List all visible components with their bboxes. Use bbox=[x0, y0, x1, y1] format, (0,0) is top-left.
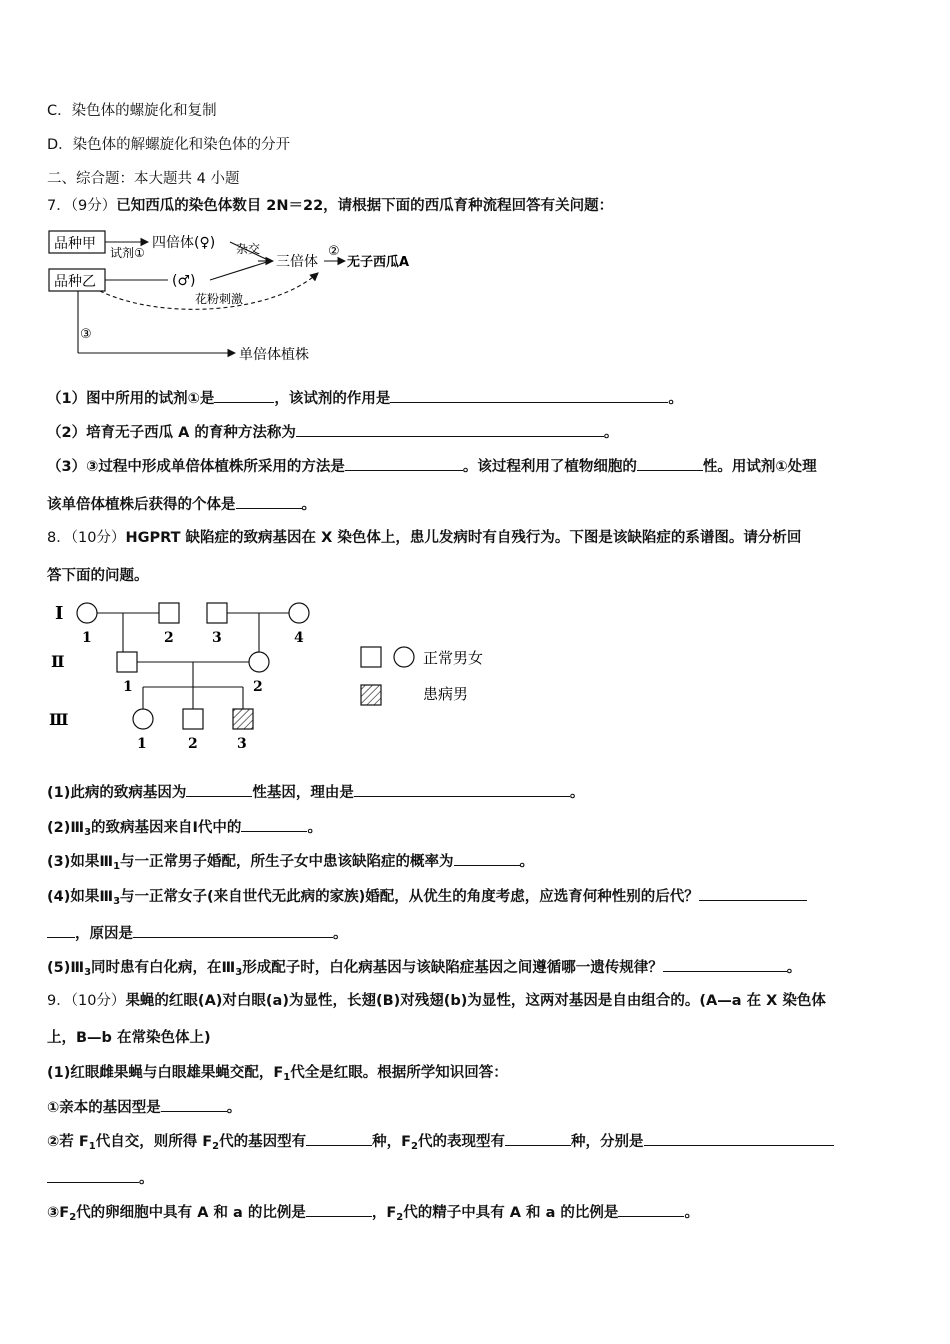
cross-line-bottom bbox=[210, 261, 270, 280]
q9-stem: 9．（10分）果蝇的红眼(A)对白眼(a)为显性，长翅(B)对残翅(b)为显性，这两对基因是自由组合的。(A—a 在 X 染色体 bbox=[47, 993, 826, 1009]
triploid-label: 三倍体 bbox=[276, 254, 318, 270]
pedigree-chart bbox=[45, 595, 525, 760]
q8-sub3: (3)如果$Ⅲ_1$与一正常男子婚配，所生子女中患该缺陷症的概率为 。 bbox=[47, 851, 534, 877]
option-c: C．染色体的螺旋化和复制 bbox=[47, 103, 217, 119]
I4-num: 4 bbox=[294, 630, 304, 646]
II2-num: 2 bbox=[253, 679, 263, 695]
blank[interactable] bbox=[47, 1168, 139, 1183]
step2-label: ② bbox=[328, 244, 340, 259]
II1-num: 1 bbox=[123, 679, 133, 695]
q8-sub2: $(2)Ⅲ_3$的致病基因来自Ⅰ代中的 。 bbox=[47, 817, 322, 843]
I3-num: 3 bbox=[212, 630, 222, 646]
step3-label: ③ bbox=[80, 327, 92, 342]
q7-sub1: （1）图中所用的试剂①是 ，该试剂的作用是 。 bbox=[47, 388, 683, 409]
q8-stem-cont: 答下面的问题。 bbox=[47, 568, 149, 584]
q8-stem: 8．（10分）HGPRT 缺陷症的致病基因在 X 染色体上，患儿发病时有自残行为。下图是该缺陷症的系谱图。请分析回 bbox=[47, 530, 802, 546]
reagent-label: 试剂① bbox=[110, 246, 145, 260]
blank[interactable] bbox=[454, 851, 520, 866]
blank[interactable] bbox=[663, 957, 787, 972]
q9-c3: $③F_2$代的卵细胞中具有 A 和 a 的比例是 ，$F_2$代的精子中具有 A 和 a 的比例是 。 bbox=[47, 1202, 699, 1228]
seedless-label: 无子西瓜A bbox=[347, 255, 410, 270]
q7-sub3: （3）③过程中形成单倍体植株所采用的方法是 。该过程利用了植物细胞的 性。用试剂①处理 bbox=[47, 456, 817, 477]
blank[interactable] bbox=[644, 1131, 834, 1146]
gen-I: Ⅰ bbox=[55, 603, 64, 624]
I1-female bbox=[77, 603, 97, 623]
cross-label: 杂交 bbox=[236, 242, 261, 256]
q8-sub4: (4)如果$Ⅲ_3$与一正常女子(来自世代无此病的家族)婚配，从优生的角度考虑，应选育何种性别的后代？ bbox=[47, 886, 807, 912]
gen-III: Ⅲ bbox=[49, 710, 69, 729]
q7-stem: 7．（9分）已知西瓜的染色体数目 2N＝22，请根据下面的西瓜育种流程回答有关问题： bbox=[47, 198, 614, 214]
blank[interactable] bbox=[618, 1202, 684, 1217]
q9-c1: ①亲本的基因型是 。 bbox=[47, 1097, 241, 1118]
q9-stem-cont: 上，B—b 在常染色体上) bbox=[47, 1030, 211, 1046]
option-d: D．染色体的解螺旋化和染色体的分开 bbox=[47, 137, 291, 153]
blank[interactable] bbox=[505, 1131, 571, 1146]
III2-num: 2 bbox=[188, 736, 198, 752]
blank[interactable] bbox=[354, 782, 570, 797]
gen-II: Ⅱ bbox=[51, 652, 65, 671]
q9-c2: ②若 $F_1$代自交，则所得 $F_2$代的基因型有 种，$F_2$代的表现型有 种，分别是 bbox=[47, 1131, 834, 1157]
III2-male bbox=[183, 709, 203, 729]
II2-female bbox=[249, 652, 269, 672]
blank[interactable] bbox=[296, 422, 604, 437]
III3-affected-male bbox=[233, 709, 253, 729]
q7-sub3-cont: 该单倍体植株后获得的个体是 。 bbox=[47, 494, 316, 515]
legend-female-icon bbox=[394, 647, 414, 667]
I4-female bbox=[289, 603, 309, 623]
blank[interactable] bbox=[47, 923, 75, 938]
section-title: 二、综合题：本大题共 4 小题 bbox=[47, 171, 240, 187]
blank[interactable] bbox=[133, 923, 333, 938]
q9-c2-cont: 。 bbox=[47, 1168, 154, 1189]
pollen-label: 花粉刺激 bbox=[195, 292, 244, 306]
blank[interactable] bbox=[306, 1202, 372, 1217]
III1-num: 1 bbox=[137, 736, 147, 752]
q8-sub5: $(5)Ⅲ_3$同时患有白化病，在$Ⅲ_3$形成配子时，白化病基因与该缺陷症基因之间遵循哪一遗传规律？ 。 bbox=[47, 957, 801, 983]
blank[interactable] bbox=[241, 817, 307, 832]
blank[interactable] bbox=[699, 886, 807, 901]
q7-breeding-diagram bbox=[40, 225, 460, 375]
I3-male bbox=[207, 603, 227, 623]
tetraploid-label: 四倍体(♀) bbox=[152, 235, 216, 251]
II1-male bbox=[117, 652, 137, 672]
q7-sub2: （2）培育无子西瓜 A 的育种方法称为 。 bbox=[47, 422, 618, 443]
blank[interactable] bbox=[236, 494, 302, 509]
blank[interactable] bbox=[186, 782, 252, 797]
q9-sub1: (1)红眼雌果蝇与白眼雄果蝇交配，$F_1$代全是红眼。根据所学知识回答： bbox=[47, 1065, 508, 1083]
blank[interactable] bbox=[637, 456, 703, 471]
III1-female bbox=[133, 709, 153, 729]
legend-affected-icon bbox=[361, 685, 381, 705]
haploid-label: 单倍体植株 bbox=[239, 347, 309, 363]
blank[interactable] bbox=[214, 388, 274, 403]
blank[interactable] bbox=[161, 1097, 227, 1112]
III3-num: 3 bbox=[237, 736, 247, 752]
I2-male bbox=[159, 603, 179, 623]
legend-affected: 患病男 bbox=[423, 685, 469, 703]
blank[interactable] bbox=[306, 1131, 372, 1146]
q8-sub1: (1)此病的致病基因为 性基因，理由是 。 bbox=[47, 782, 584, 803]
I2-num: 2 bbox=[164, 630, 174, 646]
q8-sub4-cont: ，原因是 。 bbox=[47, 923, 348, 944]
variety-b-label: 品种乙 bbox=[54, 274, 96, 290]
variety-a-label: 品种甲 bbox=[54, 236, 96, 252]
legend-male-icon bbox=[361, 647, 381, 667]
legend-normal: 正常男女 bbox=[423, 649, 484, 667]
I1-num: 1 bbox=[82, 630, 92, 646]
blank[interactable] bbox=[345, 456, 463, 471]
blank[interactable] bbox=[390, 388, 668, 403]
male-label: (♂) bbox=[172, 273, 196, 289]
